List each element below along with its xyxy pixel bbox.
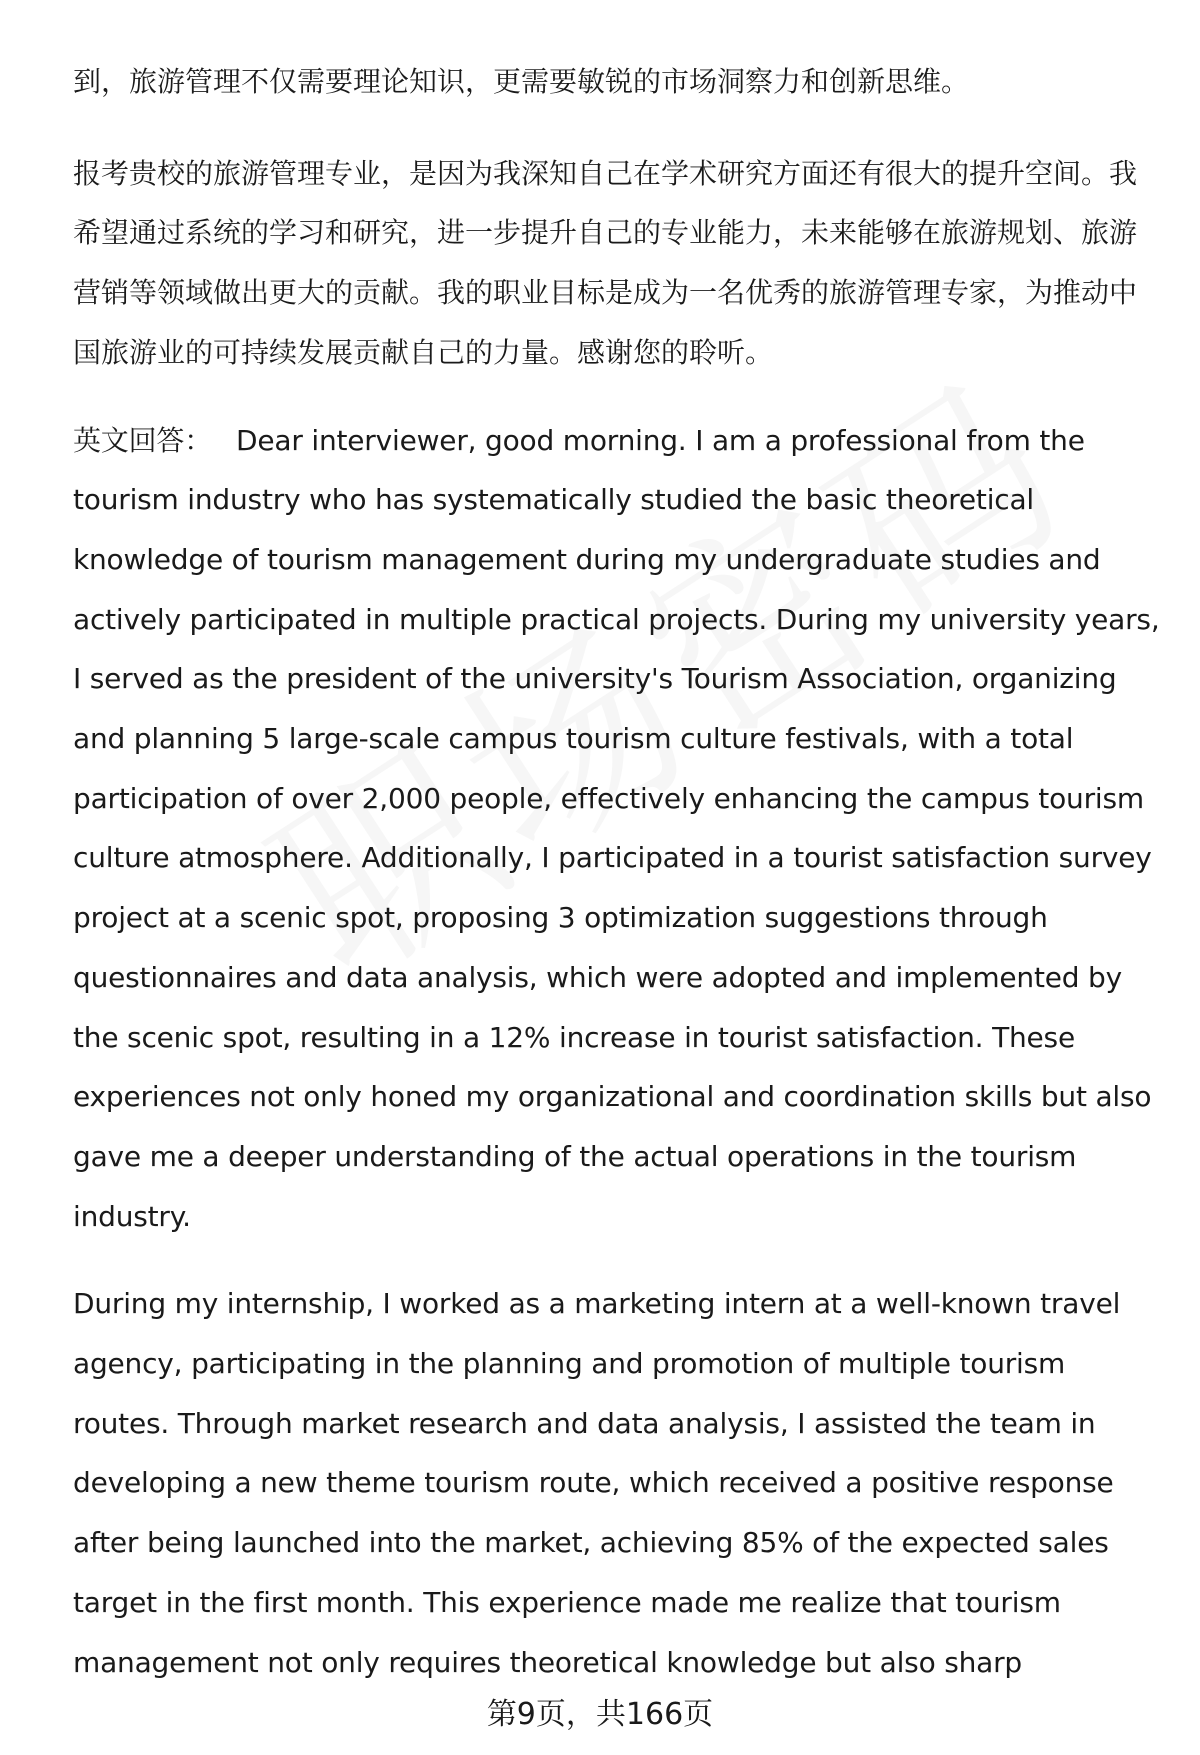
english-answer-label: 英文回答： <box>73 423 213 457</box>
paragraph-2: 报考贵校的旅游管理专业，是因为我深知自己在学术研究方面还有很大的提升空间。我希望通过系统的学习和研究，进一步提升自己的专业能力，未来能够在旅游规划、旅游营销等领域做出更大的贡献。我的职业目标是成为一名优秀的旅游管理专家，为推动中国旅游业的可持续发展贡献自己的力量。感谢您的聆听。 <box>73 156 1138 369</box>
document-body <box>73 52 1163 1720</box>
paragraph-4: During my internship, I worked as a marketing intern at a well-known travel agency, participating in the planning and promotion of multiple tourism routes. Through market research and data analysis, I assisted the team in developing a new theme tourism route, which received a positive response after being launched into the market, achieving 85% of the expected sales target in the first month. This experience made me realize that tourism management not only requires theoretical knowledge but also sharp <box>73 1287 1121 1679</box>
page-number: 第9页，共166页 <box>486 1697 714 1732</box>
english-answer-text: Dear interviewer, good morning. I am a professional from the tourism industry who has systematically studied the basic theoretical knowledge of tourism management during my undergraduate studies and actively participated in multiple practical projects. During my university years, I served as the president of the university's Tourism Association, organizing and planning 5 large-scale campus tourism culture festivals, with a total participation of over 2,000 people, effectively enhancing the campus tourism culture atmosphere. Additionally, I participated in a tourist satisfaction survey project at a scenic spot, proposing 3 optimization suggestions through questionnaires and data analysis, which were adopted and implemented by the scenic spot, resulting in a 12% increase in tourist satisfaction. These experiences not only honed my organizational and coordination skills but also gave me a deeper understanding of the actual operations in the tourism industry. <box>73 423 1160 1233</box>
paragraph-3 <box>73 411 1163 1247</box>
paragraph-1: 到，旅游管理不仅需要理论知识，更需要敏锐的市场洞察力和创新思维。 <box>73 65 970 98</box>
